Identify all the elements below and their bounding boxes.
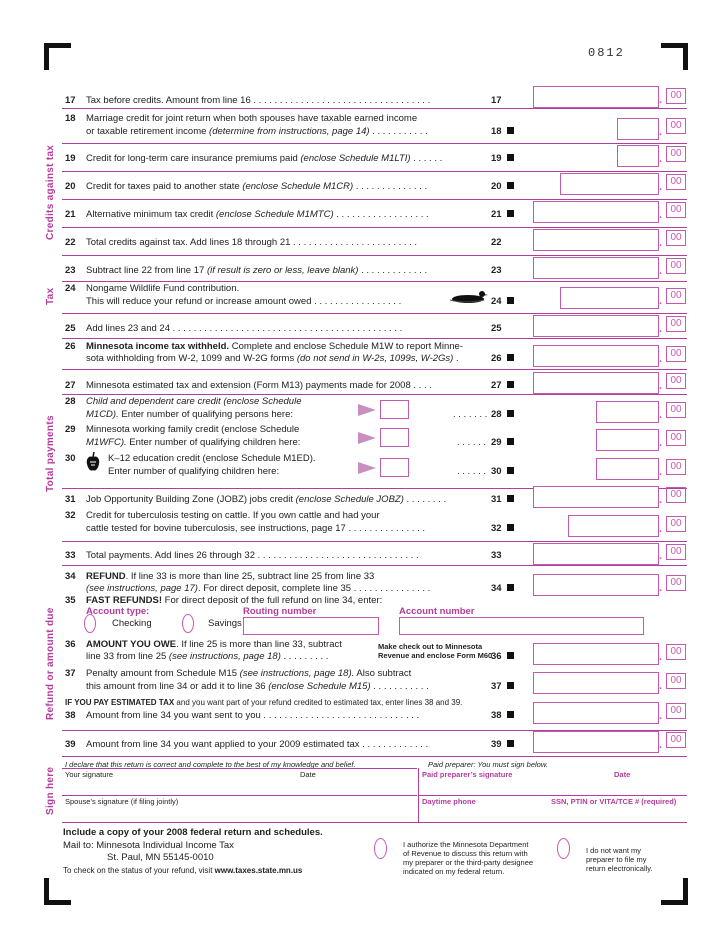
decimal-point: . — [659, 237, 663, 249]
line-26-number: 26 — [65, 341, 76, 352]
section-label-refund: Refund or amount due — [45, 607, 56, 720]
line-24-ref: 24 — [491, 296, 502, 307]
line-22-ref: 22 — [491, 237, 502, 248]
line-28-cents: 00 — [666, 402, 686, 418]
line-39-label: Amount from line 34 you want applied to your 2009 estimated tax . . . . . . . . . . . . . — [86, 739, 429, 750]
line-37-label-1: Penalty amount from Schedule M15 (see instructions, page 18). Also subtract — [86, 668, 412, 679]
authorize-text-4: indicated on my federal return. — [403, 867, 505, 876]
line-31-label: Job Opportunity Building Zone (JOBZ) jobs credit (enclose Schedule JOBZ) . . . . . . . . — [86, 494, 447, 505]
line-38-label: Amount from line 34 you want sent to you . . . . . . . . . . . . . . . . . . . . . . . . . . . . . . — [86, 710, 420, 721]
decimal-point: . — [659, 181, 663, 193]
line-27-number: 27 — [65, 380, 76, 391]
line-28-amount-field[interactable] — [596, 401, 659, 423]
line-30-amount-field[interactable] — [596, 458, 659, 480]
line-30-label-1: K–12 education credit (enclose Schedule M1ED). — [108, 453, 316, 464]
marker-square-icon — [507, 182, 514, 189]
line-27-amount-field[interactable] — [533, 372, 659, 394]
decimal-point: . — [659, 94, 663, 106]
marker-square-icon — [507, 711, 514, 718]
line-20-label: Credit for taxes paid to another state (enclose Schedule M1CR) . . . . . . . . . . . . . . — [86, 181, 428, 192]
line-37-number: 37 — [65, 668, 76, 679]
line-32-cents: 00 — [666, 516, 686, 532]
line-20-number: 20 — [65, 181, 76, 192]
decimal-point: . — [659, 323, 663, 335]
decimal-point: . — [659, 153, 663, 165]
line-24-amount-field[interactable] — [560, 287, 659, 309]
no-efile-text-1: I do not want my — [586, 846, 642, 855]
line-36-ref: 36 — [491, 651, 502, 662]
line-20-cents: 00 — [666, 174, 686, 190]
line-28-ref: 28 — [491, 409, 502, 420]
corner-mark-bottom-left — [44, 878, 71, 905]
line-22-number: 22 — [65, 237, 76, 248]
line-22-label: Total credits against tax. Add lines 18 through 21 . . . . . . . . . . . . . . . . . . . . . . . . — [86, 237, 418, 248]
decimal-point: . — [659, 353, 663, 365]
line-38-amount-field[interactable] — [533, 702, 659, 724]
line-31-amount-field[interactable] — [533, 486, 659, 508]
line-34-ref: 34 — [491, 583, 502, 594]
line-29-count-field[interactable] — [380, 428, 409, 447]
savings-radio[interactable] — [182, 614, 194, 633]
line-38-ref: 38 — [491, 710, 502, 721]
line-26-ref: 26 — [491, 353, 502, 364]
marker-square-icon — [507, 524, 514, 531]
line-37-ref: 37 — [491, 681, 502, 692]
authorize-text-2: of Revenue to discuss this return with — [403, 849, 528, 858]
line-36-number: 36 — [65, 639, 76, 650]
checking-label: Checking — [112, 618, 152, 629]
arrow-right-icon — [358, 432, 376, 444]
daytime-phone-label: Daytime phone — [422, 797, 476, 806]
marker-square-icon — [507, 127, 514, 134]
marker-square-icon — [507, 495, 514, 502]
line-36-label-1: AMOUNT YOU OWE. If line 25 is more than line 33, subtract — [86, 639, 342, 650]
line-27-ref: 27 — [491, 380, 502, 391]
ssn-ptin-label: SSN, PTIN or VITA/TCE # (required) — [551, 797, 677, 806]
line-23-number: 23 — [65, 265, 76, 276]
line-19-cents: 00 — [666, 146, 686, 162]
line-23-ref: 23 — [491, 265, 502, 276]
decimal-point: . — [659, 582, 663, 594]
marker-square-icon — [507, 584, 514, 591]
arrow-right-icon — [358, 404, 376, 416]
line-26-amount-field[interactable] — [533, 345, 659, 367]
line-30-label-2: Enter number of qualifying children here: — [108, 466, 280, 477]
line-29-label-1: Minnesota working family credit (enclose Schedule — [86, 424, 300, 435]
marker-square-icon — [507, 297, 514, 304]
line-24-cents: 00 — [666, 288, 686, 304]
routing-number-field[interactable] — [243, 617, 379, 635]
decimal-point: . — [659, 494, 663, 506]
line-27-cents: 00 — [666, 373, 686, 389]
line-39-cents: 00 — [666, 732, 686, 748]
line-33-number: 33 — [65, 550, 76, 561]
line-25-amount-field[interactable] — [533, 315, 659, 337]
marker-square-icon — [507, 154, 514, 161]
loon-icon — [446, 289, 488, 305]
decimal-point: . — [659, 710, 663, 722]
line-18-label-1: Marriage credit for joint return when both spouses have taxable earned income — [86, 113, 418, 124]
line-34-label-2: (see instructions, page 17). For direct deposit, complete line 35 . . . . . . . . . . . . . . . — [86, 583, 431, 594]
decimal-point: . — [659, 126, 663, 138]
line-18-label-2: or taxable retirement income (determine from instructions, page 14) . . . . . . . . . . . — [86, 126, 428, 137]
line-23-label: Subtract line 22 from line 17 (if result is zero or less, leave blank) . . . . . . . . . . . . . — [86, 265, 428, 276]
arrow-right-icon — [358, 462, 376, 474]
line-21-number: 21 — [65, 209, 76, 220]
line-33-cents: 00 — [666, 544, 686, 560]
line-24-number: 24 — [65, 283, 76, 294]
authorize-checkbox[interactable] — [374, 838, 387, 859]
line-34-amount-field[interactable] — [533, 574, 659, 596]
line-17-label: Tax before credits. Amount from line 16 . . . . . . . . . . . . . . . . . . . . . . . . . . . . . . . . . . — [86, 95, 431, 106]
line-18-ref: 18 — [491, 126, 502, 137]
line-36-cents: 00 — [666, 644, 686, 660]
account-type-label: Account type: — [86, 606, 150, 617]
line-22-cents: 00 — [666, 230, 686, 246]
line-29-amount-field[interactable] — [596, 429, 659, 451]
line-30-cents: 00 — [666, 459, 686, 475]
line-19-label: Credit for long-term care insurance premiums paid (enclose Schedule M1LTI) . . . . . . — [86, 153, 443, 164]
line-20-amount-field[interactable] — [560, 173, 659, 195]
line-17-amount-field[interactable] — [533, 86, 659, 108]
preparer-must-sign: Paid preparer: You must sign below. — [428, 760, 548, 769]
authorize-text-3: my preparer or the third-party designee — [403, 858, 534, 867]
line-19-amount-field[interactable] — [617, 145, 659, 167]
marker-square-icon — [507, 652, 514, 659]
line-37-amount-field[interactable] — [533, 672, 659, 694]
line-26-label-2: sota withholding from W-2, 1099 and W-2G forms (do not send in W-2s, 1099s, W-2Gs) . — [86, 353, 459, 364]
marker-square-icon — [507, 467, 514, 474]
decimal-point: . — [659, 437, 663, 449]
line-30-count-field[interactable] — [380, 458, 409, 477]
line-32-label-1: Credit for tuberculosis testing on cattle. If you own cattle and had your — [86, 510, 380, 521]
marker-square-icon — [507, 438, 514, 445]
marker-square-icon — [507, 210, 514, 217]
line-26-label-1: Minnesota income tax withheld. Complete and enclose Schedule M1W to report Minne- — [86, 341, 463, 352]
line-28-dots: . . . . . . . — [453, 409, 488, 420]
line-28-label-1: Child and dependent care credit (enclose Schedule — [86, 396, 302, 407]
line-26-cents: 00 — [666, 346, 686, 362]
line-38-number: 38 — [65, 710, 76, 721]
line-27-label: Minnesota estimated tax and extension (Form M13) payments made for 2008 . . . . — [86, 380, 432, 391]
line-17-cents: 00 — [666, 88, 686, 104]
paid-preparer-signature-label: Paid preparer’s signature — [422, 770, 513, 779]
line-29-ref: 29 — [491, 437, 502, 448]
no-efile-text-2: preparer to file my — [586, 855, 647, 864]
line-21-cents: 00 — [666, 202, 686, 218]
line-28-count-field[interactable] — [380, 400, 409, 419]
line-25-label: Add lines 23 and 24 . . . . . . . . . . . . . . . . . . . . . . . . . . . . . . . . . . . . . . . . . . . . — [86, 323, 403, 334]
decimal-point: . — [659, 295, 663, 307]
line-33-amount-field[interactable] — [533, 543, 659, 565]
line-34-number: 34 — [65, 571, 76, 582]
line-34-cents: 00 — [666, 575, 686, 591]
decimal-point: . — [659, 523, 663, 535]
line-18-number: 18 — [65, 113, 76, 124]
line-21-amount-field[interactable] — [533, 201, 659, 223]
decimal-point: . — [659, 380, 663, 392]
corner-mark-top-right — [661, 43, 688, 70]
line-38-cents: 00 — [666, 703, 686, 719]
no-efile-checkbox[interactable] — [557, 838, 570, 859]
marker-square-icon — [507, 381, 514, 388]
decimal-point: . — [659, 265, 663, 277]
line-28-label-2: M1CD). Enter number of qualifying persons here: — [86, 409, 293, 420]
line-23-amount-field[interactable] — [533, 257, 659, 279]
spouse-signature-line[interactable] — [62, 795, 417, 796]
corner-mark-bottom-right — [661, 878, 688, 905]
line-31-cents: 00 — [666, 487, 686, 503]
authorize-text-1: I authorize the Minnesota Department — [403, 840, 529, 849]
line-32-ref: 32 — [491, 523, 502, 534]
refund-status-note: To check on the status of your refund, visit www.taxes.state.mn.us — [63, 866, 303, 875]
line-30-number: 30 — [65, 453, 76, 464]
preparer-signature-line[interactable] — [418, 795, 687, 796]
mail-to-line-1: Mail to: Minnesota Individual Income Tax — [63, 840, 234, 851]
line-25-ref: 25 — [491, 323, 502, 334]
line-39-number: 39 — [65, 739, 76, 750]
decimal-point: . — [659, 651, 663, 663]
line-31-ref: 31 — [491, 494, 502, 505]
line-19-ref: 19 — [491, 153, 502, 164]
no-efile-text-3: return electronically. — [586, 864, 653, 873]
decimal-point: . — [659, 680, 663, 692]
apple-icon — [86, 451, 100, 473]
line-18-cents: 00 — [666, 118, 686, 134]
check-note-2: Revenue and enclose Form M60 — [378, 651, 493, 660]
line-30-ref: 30 — [491, 466, 502, 477]
decimal-point: . — [659, 550, 663, 562]
line-29-dots: . . . . . . — [457, 437, 487, 448]
line-17-number: 17 — [65, 95, 76, 106]
line-33-label: Total payments. Add lines 26 through 32 . . . . . . . . . . . . . . . . . . . . . . . . . . . . . . . — [86, 550, 419, 561]
marker-square-icon — [507, 740, 514, 747]
line-22-amount-field[interactable] — [533, 229, 659, 251]
date-label: Date — [300, 770, 316, 779]
account-number-field[interactable] — [399, 617, 644, 635]
estimated-tax-note: IF YOU PAY ESTIMATED TAX and you want part of your refund credited to estimated tax, enter lines 38 and 39. — [65, 698, 463, 707]
preparer-date-label: Date — [614, 770, 631, 779]
line-18-amount-field[interactable] — [617, 118, 659, 140]
decimal-point: . — [659, 409, 663, 421]
marker-square-icon — [507, 410, 514, 417]
line-20-ref: 20 — [491, 181, 502, 192]
section-label-payments: Total payments — [45, 415, 56, 492]
check-note-1: Make check out to Minnesota — [378, 642, 483, 651]
line-29-label-2: M1WFC). Enter number of qualifying children here: — [86, 437, 301, 448]
line-24-label-1: Nongame Wildlife Fund contribution. — [86, 283, 240, 294]
line-29-cents: 00 — [666, 430, 686, 446]
line-23-cents: 00 — [666, 258, 686, 274]
line-36-label-2: line 33 from line 25 (see instructions, page 18) . . . . . . . . . — [86, 651, 329, 662]
line-21-label: Alternative minimum tax credit (enclose Schedule M1MTC) . . . . . . . . . . . . . . . . . . — [86, 209, 429, 220]
form-code: 0812 — [588, 46, 625, 60]
checking-radio[interactable] — [84, 614, 96, 633]
line-37-cents: 00 — [666, 673, 686, 689]
line-33-ref: 33 — [491, 550, 502, 561]
section-label-tax: Tax — [45, 287, 56, 305]
savings-label: Savings — [208, 618, 242, 629]
line-34-label-1: REFUND. If line 33 is more than line 25, subtract line 25 from line 33 — [86, 571, 375, 582]
decimal-point: . — [659, 466, 663, 478]
line-37-label-2: this amount from line 34 or add it to line 36 (enclose Schedule M15) . . . . . . . . . . . — [86, 681, 429, 692]
line-39-amount-field[interactable] — [533, 731, 659, 753]
line-39-ref: 39 — [491, 739, 502, 750]
section-label-credits: Credits against tax — [45, 144, 56, 240]
line-32-amount-field[interactable] — [568, 515, 659, 537]
line-24-label-2: This will reduce your refund or increase amount owed . . . . . . . . . . . . . . . . . — [86, 296, 402, 307]
line-25-cents: 00 — [666, 316, 686, 332]
line-35-number: 35 — [65, 595, 76, 606]
spouse-signature-label: Spouse’s signature (if filing jointly) — [65, 797, 179, 806]
line-17-ref: 17 — [491, 95, 502, 106]
line-21-ref: 21 — [491, 209, 502, 220]
marker-square-icon — [507, 354, 514, 361]
decimal-point: . — [659, 739, 663, 751]
line-19-number: 19 — [65, 153, 76, 164]
account-number-label: Account number — [399, 606, 475, 617]
section-label-sign: Sign here — [45, 766, 56, 815]
corner-mark-top-left — [44, 43, 71, 70]
your-signature-line[interactable] — [62, 768, 417, 769]
include-copy-note: Include a copy of your 2008 federal return and schedules. — [63, 827, 323, 838]
declaration-text: I declare that this return is correct and complete to the best of my knowledge and belief. — [65, 760, 356, 769]
marker-square-icon — [507, 682, 514, 689]
line-32-label-2: cattle tested for bovine tuberculosis, see instructions, page 17 . . . . . . . . . . . . . . . — [86, 523, 425, 534]
line-32-number: 32 — [65, 510, 76, 521]
mail-to-line-2: St. Paul, MN 55145-0010 — [107, 852, 214, 863]
line-35-label: FAST REFUNDS! For direct deposit of the full refund on line 34, enter: — [86, 595, 383, 606]
line-25-number: 25 — [65, 323, 76, 334]
line-28-number: 28 — [65, 396, 76, 407]
decimal-point: . — [659, 209, 663, 221]
your-signature-label: Your signature — [65, 770, 114, 779]
line-29-number: 29 — [65, 424, 76, 435]
routing-number-label: Routing number — [243, 606, 317, 617]
line-36-amount-field[interactable] — [533, 643, 659, 665]
line-30-dots: . . . . . . — [457, 466, 487, 477]
line-31-number: 31 — [65, 494, 76, 505]
